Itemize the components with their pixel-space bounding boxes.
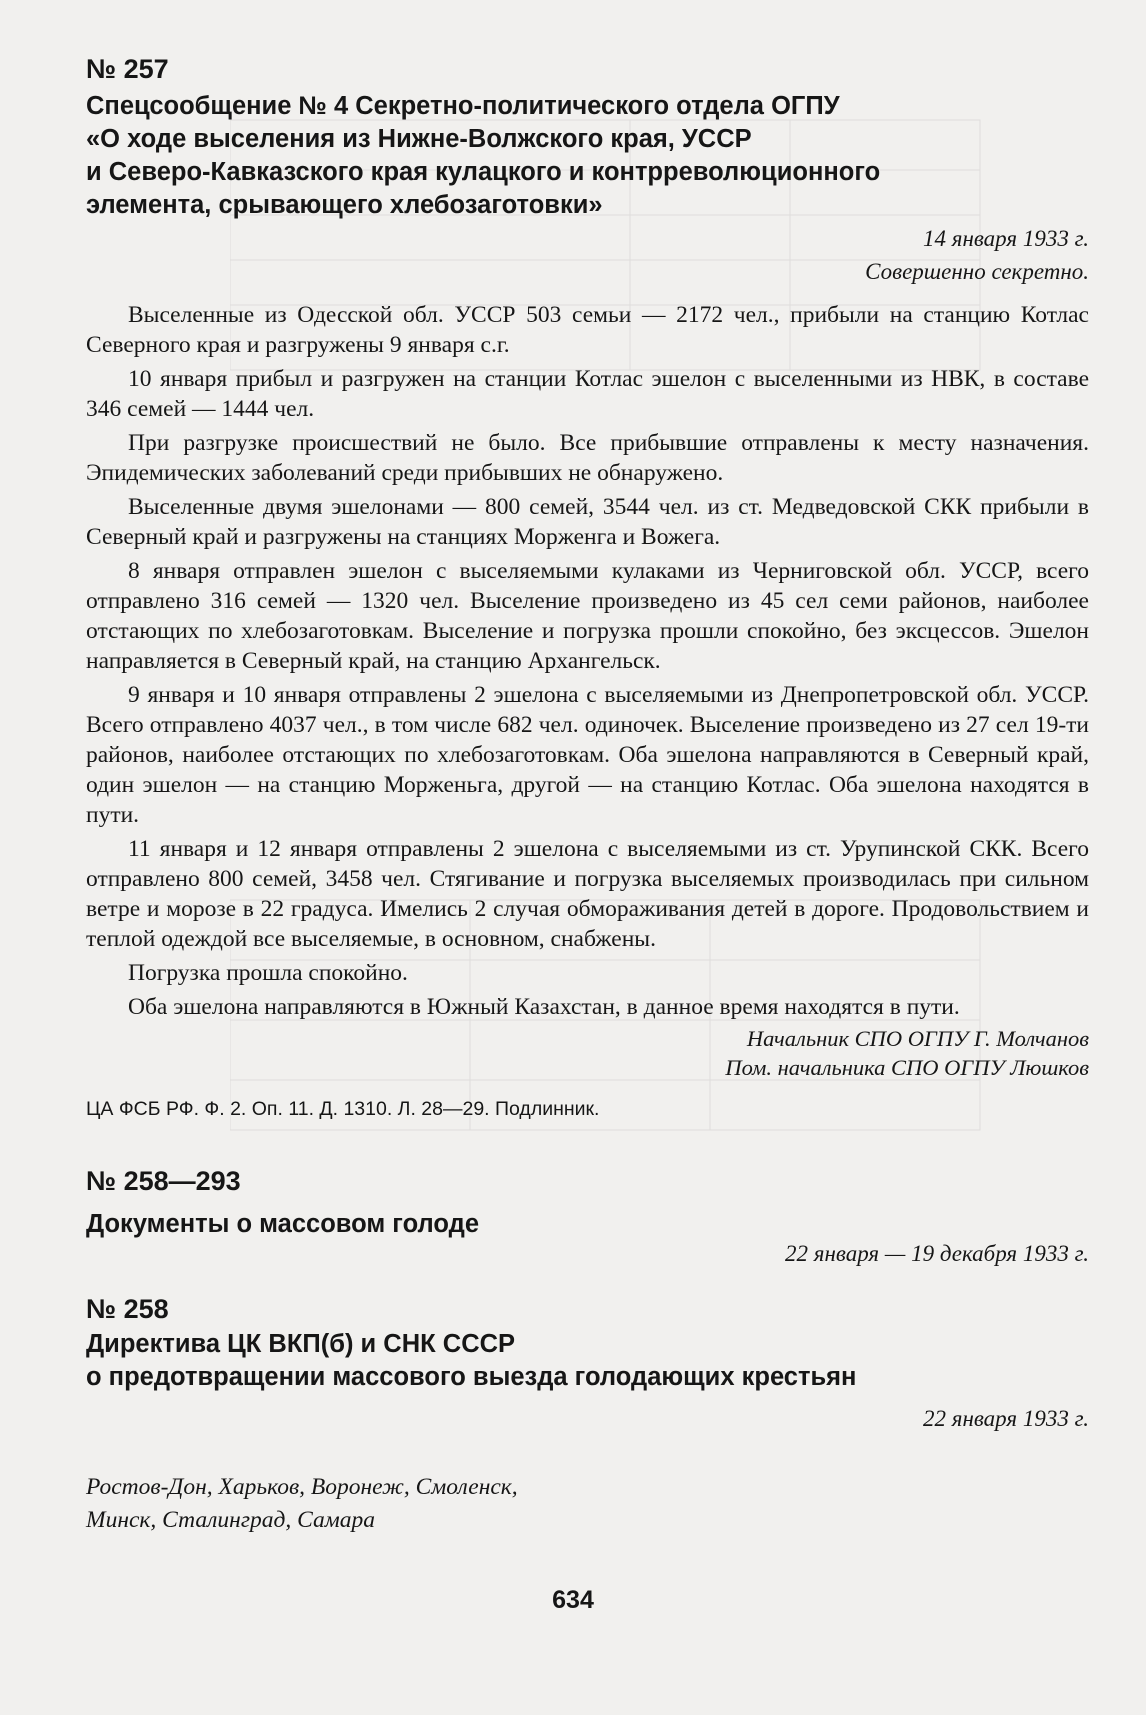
page-number: 634 [552,1586,594,1614]
doc-number: № 257 [86,54,169,84]
doc-title-line: Директива ЦК ВКП(б) и СНК СССР [86,1330,516,1358]
signature: Начальник СПО ОГПУ Г. Молчанов [746,1026,1089,1051]
doc-258 [86,1292,1089,1537]
paragraph: 10 января прибыл и разгружен на станции Котлас эшелон с выселенными из НВК, в составе 346 семей — 1444 чел. [86,366,1089,422]
paragraph: 11 января и 12 января отправлены 2 эшелона с выселяемыми из ст. Урупинской СКК. Всего отправлено 800 семей, 3458 чел. Стягивание и погрузка выселяемых производилась при сильном ветре и морозе в 22 градуса. Имелись 2 случая обмораживания детей в дороге. Продовольствием и теплой одеждой все выселяемые, в основном, снабжены. [86,836,1089,952]
paragraph: При разгрузке происшествий не было. Все прибывшие отправлены к месту назначения. Эпидемических заболеваний среди прибывших не обнаружено. [86,430,1089,486]
page-content [86,52,1089,1537]
doc-date: 22 января 1933 г. [923,1406,1089,1431]
section-header [86,1164,1089,1270]
doc-title-line: и Северо-Кавказского края кулацкого и контрреволюционного [86,158,881,186]
paragraph: Выселенные из Одесской обл. УССР 503 семьи — 2172 чел., прибыли на станцию Котлас Северного края и разгружены 9 января с.г. [86,302,1089,358]
archive-source: ЦА ФСБ РФ. Ф. 2. Оп. 11. Д. 1310. Л. 28—29. Подлинник. [86,1098,600,1120]
addressee-line: Минск, Сталинград, Самара [86,1507,375,1533]
section-number: № 258—293 [86,1166,241,1196]
section-date-range: 22 января — 19 декабря 1933 г. [785,1241,1089,1266]
addressees [86,1471,1089,1537]
doc-body [86,300,1089,1022]
doc-title [86,1328,1089,1394]
paragraph: Выселенные двумя эшелонами — 800 семей, 3544 чел. из ст. Медведовской СКК прибыли в Северный край и разгружены на станциях Морженга и Вожега. [86,494,1089,550]
paragraph: Погрузка прошла спокойно. [128,960,408,986]
doc-title-line: «О ходе выселения из Нижне-Волжского края, УССР [86,125,752,153]
doc-title-line: о предотвращении массового выезда голодающих крестьян [86,1363,857,1391]
addressee-line: Ростов-Дон, Харьков, Воронеж, Смоленск, [86,1474,518,1500]
doc-date: 14 января 1933 г. [923,226,1089,251]
doc-title-line: Спецсообщение № 4 Секретно-политического отдела ОГПУ [86,92,840,120]
signature: Пом. начальника СПО ОГПУ Люшков [725,1055,1089,1080]
paragraph: Оба эшелона направляются в Южный Казахстан, в данное время находятся в пути. [128,994,960,1020]
doc-title-line: элемента, срывающего хлебозаготовки» [86,191,603,219]
doc-title [86,90,1089,222]
section-title: Документы о массовом голоде [86,1210,479,1238]
paragraph: 8 января отправлен эшелон с выселяемыми кулаками из Черниговской обл. УССР, всего отправлено 316 семей — 1320 чел. Выселение произведено из 45 сел семи районов, наиболее отстающих по хлебозаготовкам. Выселение и погрузка прошли спокойно, без эксцессов. Эшелон направляется в Северный край, на станцию Архангельск. [86,558,1089,674]
classification-mark: Совершенно секретно. [865,259,1089,284]
paragraph: 9 января и 10 января отправлены 2 эшелона с выселяемыми из Днепропетровской обл. УССР. Всего отправлено 4037 чел., в том числе 682 чел. одиночек. Выселение произведено из 27 сел 19-ти районов, наиболее отстающих по хлебозаготовкам. Оба эшелона направляются в Северный край, один эшелон — на станцию Морженьга, другой — на станцию Котлас. Оба эшелона находятся в пути. [86,682,1089,828]
doc-257 [86,52,1089,1122]
doc-number: № 258 [86,1294,169,1324]
